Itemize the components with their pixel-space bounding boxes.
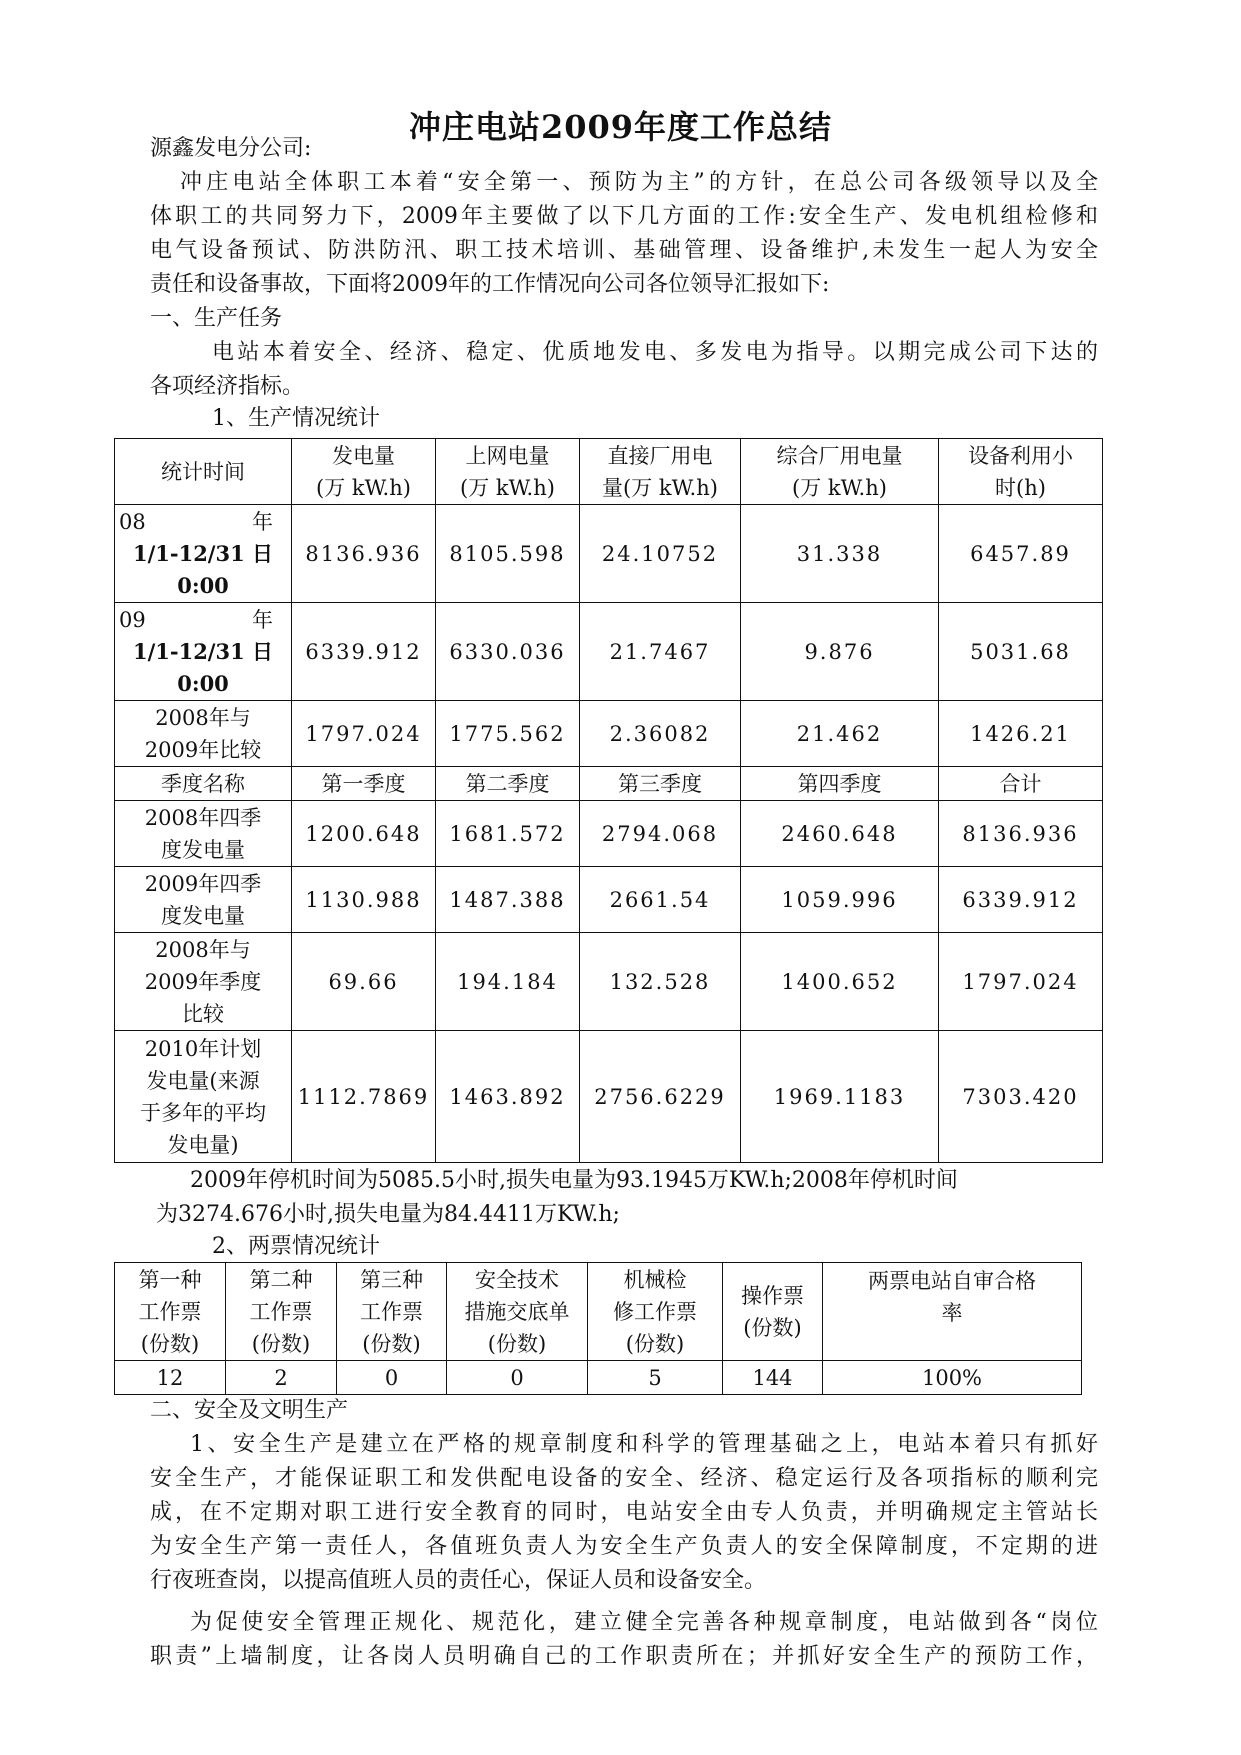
two-tickets-table — [114, 1262, 1082, 1395]
row-label-cell: 2008年四季 度发电量 — [115, 801, 292, 867]
section2-para-line: 行夜班查岗，以提高值班人员的责任心，保证人员和设备安全。 — [150, 1568, 767, 1593]
section1-para-line: 各项经济指标。 — [150, 374, 305, 399]
value-cell: 21.7467 — [580, 603, 741, 701]
row-label-cell: 2008年与 2009年季度 比较 — [115, 933, 292, 1031]
value-cell: 31.338 — [741, 505, 939, 603]
value-cell: 2756.6229 — [580, 1031, 741, 1163]
value-cell: 8136.936 — [292, 505, 436, 603]
value-cell: 1681.572 — [436, 801, 580, 867]
row-label-range: 1/1-12/31 日 — [132, 638, 274, 664]
value-cell: 21.462 — [741, 701, 939, 767]
value-cell: 0 — [337, 1361, 447, 1395]
intro-line: 冲庄电站全体职工本着“安全第一、预防为主”的方针，在总公司各级领导以及全 — [180, 170, 1098, 195]
value-cell: 1775.562 — [436, 701, 580, 767]
value-cell: 24.10752 — [580, 505, 741, 603]
table-row — [115, 1361, 1082, 1395]
value-cell: 5031.68 — [939, 603, 1103, 701]
section2-para-line: 为促使安全管理正规化、规范化，建立健全完善各种规章制度，电站做到各“岗位 — [190, 1610, 1098, 1635]
two-tickets-heading: 2、两票情况统计 — [212, 1234, 380, 1259]
value-cell: 100% — [823, 1361, 1082, 1395]
value-cell: 1797.024 — [939, 933, 1103, 1031]
value-cell: 5 — [588, 1361, 723, 1395]
row-label-unit: 年 — [252, 509, 273, 534]
intro-line: 电气设备预试、防洪防汛、职工技术培训、基础管理、设备维护,未发生一起人为安全 — [150, 238, 1098, 263]
row-label-year: 08 — [119, 509, 146, 534]
value-cell: 1487.388 — [436, 867, 580, 933]
value-cell: 69.66 — [292, 933, 436, 1031]
value-cell: 12 — [115, 1361, 226, 1395]
table-header-row — [115, 439, 1103, 505]
intro-line: 体职工的共同努力下，2009年主要做了以下几方面的工作:安全生产、发电机组检修和 — [150, 204, 1098, 229]
value-cell: 1112.7869 — [292, 1031, 436, 1163]
row-label-cell: 2010年计划 发电量(来源 于多年的平均 发电量) — [115, 1031, 292, 1163]
header-cell: 第四季度 — [741, 767, 939, 801]
value-cell: 1797.024 — [292, 701, 436, 767]
value-cell: 1059.996 — [741, 867, 939, 933]
value-cell: 144 — [723, 1361, 823, 1395]
table-header-row — [115, 1263, 1082, 1361]
header-cell: 上网电量 (万 kW.h) — [436, 439, 580, 505]
row-label-cell — [115, 505, 292, 603]
header-cell: 机械检 修工作票 (份数) — [588, 1263, 723, 1361]
production-stats-heading: 1、生产情况统计 — [212, 406, 380, 431]
header-cell: 第一季度 — [292, 767, 436, 801]
value-cell: 6339.912 — [292, 603, 436, 701]
value-cell: 7303.420 — [939, 1031, 1103, 1163]
value-cell: 1200.648 — [292, 801, 436, 867]
production-stats-table — [114, 438, 1103, 1163]
header-cell: 第二季度 — [436, 767, 580, 801]
value-cell: 1426.21 — [939, 701, 1103, 767]
header-cell: 两票电站自审合格 率 — [823, 1263, 1082, 1361]
table-row — [115, 1031, 1103, 1163]
row-label-time: 0:00 — [177, 572, 229, 598]
row-label-cell: 2009年四季 度发电量 — [115, 867, 292, 933]
header-cell: 第三季度 — [580, 767, 741, 801]
value-cell: 9.876 — [741, 603, 939, 701]
section2-para-line: 成，在不定期对职工进行安全教育的同时，电站安全由专人负责，并明确规定主管站长 — [150, 1500, 1098, 1525]
table-row — [115, 867, 1103, 933]
header-cell: 第一种 工作票 (份数) — [115, 1263, 226, 1361]
header-cell: 统计时间 — [115, 439, 292, 505]
header-cell: 安全技术 措施交底单 (份数) — [447, 1263, 588, 1361]
value-cell: 2794.068 — [580, 801, 741, 867]
header-cell: 设备利用小 时(h) — [939, 439, 1103, 505]
value-cell: 2 — [226, 1361, 337, 1395]
value-cell: 2.36082 — [580, 701, 741, 767]
value-cell: 2661.54 — [580, 867, 741, 933]
intro-line: 责任和设备事故，下面将2009年的工作情况向公司各位领导汇报如下: — [150, 272, 830, 297]
header-cell: 第二种 工作票 (份数) — [226, 1263, 337, 1361]
value-cell: 6339.912 — [939, 867, 1103, 933]
value-cell: 1130.988 — [292, 867, 436, 933]
header-cell: 合计 — [939, 767, 1103, 801]
table-row — [115, 505, 1103, 603]
header-cell: 季度名称 — [115, 767, 292, 801]
header-cell: 综合厂用电量 (万 kW.h) — [741, 439, 939, 505]
table-row — [115, 603, 1103, 701]
value-cell: 2460.648 — [741, 801, 939, 867]
header-cell: 发电量 (万 kW.h) — [292, 439, 436, 505]
table-row — [115, 801, 1103, 867]
row-label-range: 1/1-12/31 日 — [132, 540, 274, 566]
row-label-cell — [115, 603, 292, 701]
section2-heading: 二、安全及文明生产 — [150, 1398, 349, 1423]
value-cell: 6330.036 — [436, 603, 580, 701]
section1-heading: 一、生产任务 — [150, 306, 283, 331]
value-cell: 8105.598 — [436, 505, 580, 603]
value-cell: 1400.652 — [741, 933, 939, 1031]
section2-para-line: 职责”上墙制度，让各岗人员明确自己的工作职责所在；并抓好安全生产的预防工作， — [150, 1644, 1098, 1669]
document-title: 冲庄电站2009年度工作总结 — [408, 108, 833, 146]
row-label-time: 0:00 — [177, 670, 229, 696]
value-cell: 0 — [447, 1361, 588, 1395]
value-cell: 6457.89 — [939, 505, 1103, 603]
section2-para-line: 1、安全生产是建立在严格的规章制度和科学的管理基础之上，电站本着只有抓好 — [190, 1432, 1098, 1457]
value-cell: 132.528 — [580, 933, 741, 1031]
header-cell: 第三种 工作票 (份数) — [337, 1263, 447, 1361]
value-cell: 1463.892 — [436, 1031, 580, 1163]
row-label-unit: 年 — [252, 607, 273, 632]
downtime-line: 为3274.676小时,损失电量为84.4411万KW.h; — [156, 1202, 620, 1227]
value-cell: 1969.1183 — [741, 1031, 939, 1163]
value-cell: 194.184 — [436, 933, 580, 1031]
section2-para-line: 为安全生产第一责任人，各值班负责人为安全生产负责人的安全保障制度，不定期的进 — [150, 1534, 1098, 1559]
table-row — [115, 701, 1103, 767]
row-label-year: 09 — [119, 607, 146, 632]
header-cell: 操作票 (份数) — [723, 1263, 823, 1361]
quarter-header-row — [115, 767, 1103, 801]
row-label-cell: 2008年与 2009年比较 — [115, 701, 292, 767]
value-cell: 8136.936 — [939, 801, 1103, 867]
header-cell: 直接厂用电 量(万 kW.h) — [580, 439, 741, 505]
section2-para-line: 安全生产，才能保证职工和发供配电设备的安全、经济、稳定运行及各项指标的顺利完 — [150, 1466, 1098, 1491]
salutation: 源鑫发电分公司: — [150, 136, 312, 161]
section1-para-line: 电站本着安全、经济、稳定、优质地发电、多发电为指导。以期完成公司下达的 — [212, 340, 1098, 365]
table-row — [115, 933, 1103, 1031]
downtime-line: 2009年停机时间为5085.5小时,损失电量为93.1945万KW.h;2008年停机时间 — [190, 1168, 958, 1193]
